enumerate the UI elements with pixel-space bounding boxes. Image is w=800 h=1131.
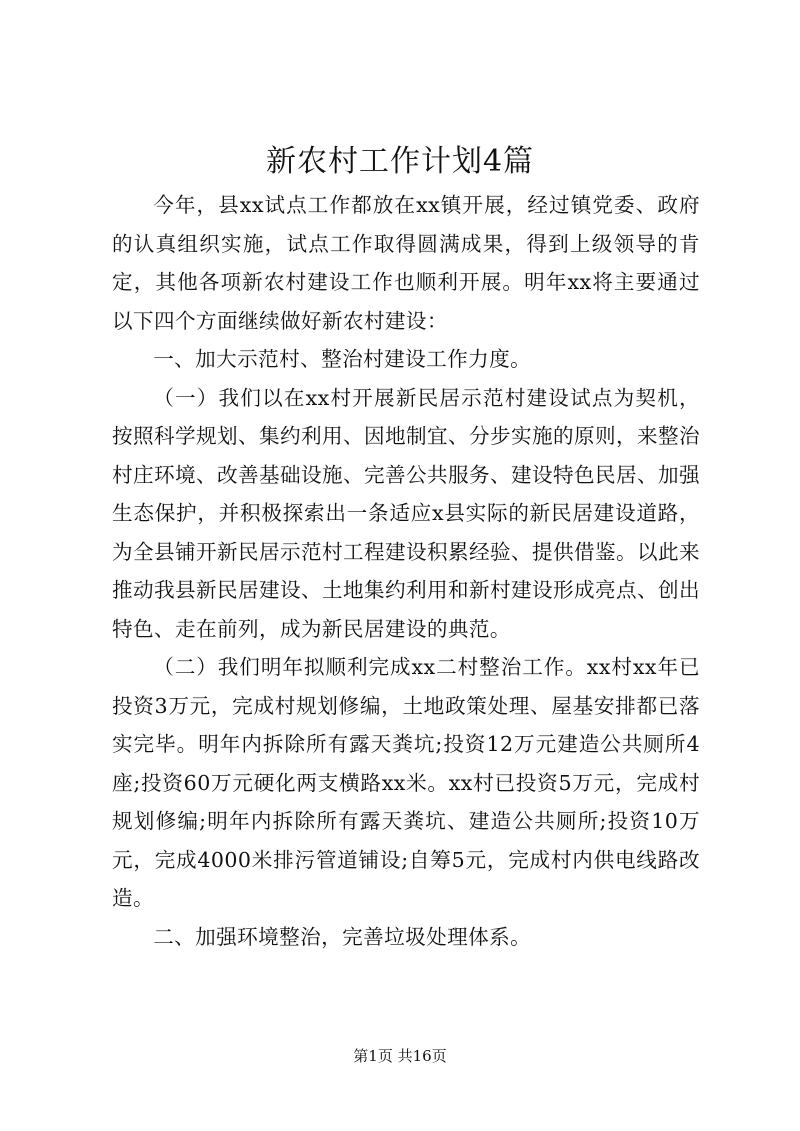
paragraph-subsection-2: （二）我们明年拟顺利完成xx二村整治工作。xx村xx年已投资3万元，完成村规划修编，土地政策处理、屋基安排都已落实完毕。明年内拆除所有露天粪坑;投资12万元建造公共厕所4座;投资60万元硬化两支横路xx米。xx村已投资5万元，完成村规划修编;明年内拆除所有露天粪坑、建造公共厕所;投资10万元，完成4000米排污管道铺设;自筹5元，完成村内供电线路改造。 <box>112 655 700 910</box>
paragraph-subsection-1: （一）我们以在xx村开展新民居示范村建设试点为契机，按照科学规划、集约利用、因地制宜、分步实施的原则，来整治村庄环境、改善基础设施、完善公共服务、建设特色民居、加强生态保护，并积极探索出一条适应x县实际的新民居建设道路，为全县铺开新民居示范村工程建设积累经验、提供借鉴。以此来推动我县新民居建设、土地集约利用和新村建设形成亮点、创出特色、走在前列，成为新民居建设的典范。 <box>112 385 700 641</box>
document-body <box>112 186 700 956</box>
document-title: 新农村工作计划4篇 <box>265 144 535 179</box>
paragraph-intro: 今年，县xx试点工作都放在xx镇开展，经过镇党委、政府的认真组织实施，试点工作取得圆满成果，得到上级领导的肯定，其他各项新农村建设工作也顺利开展。明年xx将主要通过以下四个方面继续做好新农村建设： <box>112 193 700 333</box>
heading-section-2: 二、加强环境整治，完善垃圾处理体系。 <box>153 924 532 949</box>
heading-section-1: 一、加大示范村、整治村建设工作力度。 <box>153 347 532 371</box>
page-footer: 第1页 共16页 <box>353 1047 447 1065</box>
